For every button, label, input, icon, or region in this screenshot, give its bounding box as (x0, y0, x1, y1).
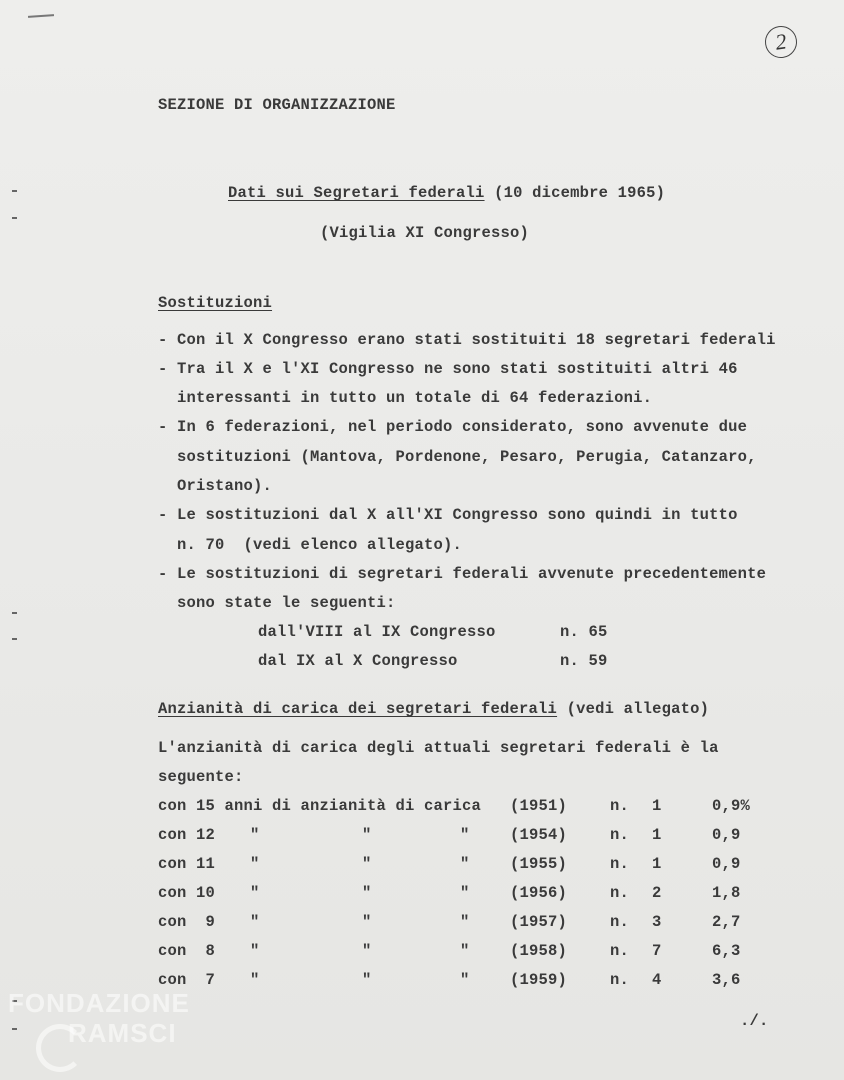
seniority-count: 7 (652, 942, 662, 960)
text-line: seguente: (158, 768, 244, 786)
previous-count: n. 65 (560, 623, 608, 641)
margin-mark (12, 638, 17, 640)
text-line: - Con il X Congresso erano stati sostituiti 18 segretari federali (158, 331, 776, 349)
document-subtitle: (Vigilia XI Congresso) (320, 224, 530, 242)
seniority-pct: 0,9% (712, 797, 751, 815)
seniority-year: (1959) (510, 971, 568, 989)
margin-mark (12, 612, 17, 614)
heading-anzianita (158, 700, 709, 718)
seniority-pct: 6,3 (712, 942, 741, 960)
previous-count: n. 59 (560, 652, 608, 670)
watermark-g-icon (36, 1024, 84, 1072)
text-line: n. 70 (vedi elenco allegato). (158, 536, 463, 554)
ditto-mark: " (362, 884, 372, 902)
section-header: SEZIONE DI ORGANIZZAZIONE (158, 96, 396, 114)
seniority-prefix: con 7 (158, 971, 216, 989)
ditto-mark: " (250, 942, 260, 960)
seniority-n: n. (610, 855, 630, 873)
seniority-prefix: con 10 (158, 884, 216, 902)
ditto-mark: " (250, 855, 260, 873)
seniority-count: 3 (652, 913, 662, 931)
text-line: interessanti in tutto un totale di 64 federazioni. (158, 389, 653, 407)
ditto-mark: " (362, 942, 372, 960)
watermark-line1: FONDAZIONE (8, 988, 190, 1018)
heading-sostituzioni: Sostituzioni (158, 294, 273, 312)
ditto-mark: " (460, 942, 470, 960)
seniority-pct: 1,8 (712, 884, 741, 902)
seniority-n: n. (610, 971, 630, 989)
seniority-year: (1956) (510, 884, 568, 902)
pencil-mark (28, 14, 54, 18)
heading-anzianita-note: (vedi allegato) (566, 700, 710, 718)
ditto-mark: " (460, 855, 470, 873)
ditto-mark: " (362, 826, 372, 844)
seniority-n: n. (610, 942, 630, 960)
seniority-year: (1957) (510, 913, 568, 931)
title-underlined: Dati sui Segretari federali (228, 184, 485, 202)
seniority-n: n. (610, 884, 630, 902)
text-line: sostituzioni (Mantova, Pordenone, Pesaro, Perugia, Catanzaro, (158, 448, 757, 466)
previous-label: dal IX al X Congresso (258, 652, 458, 670)
text-line: - Le sostituzioni dal X all'XI Congresso sono quindi in tutto (158, 506, 738, 524)
ditto-mark: " (460, 971, 470, 989)
previous-label: dall'VIII al IX Congresso (258, 623, 496, 641)
text-line: - Tra il X e l'XI Congresso ne sono stati sostituiti altri 46 (158, 360, 738, 378)
seniority-year: (1954) (510, 826, 568, 844)
ditto-mark: " (362, 913, 372, 931)
document-title (228, 184, 665, 202)
ditto-mark: " (250, 884, 260, 902)
text-line: L'anzianità di carica degli attuali segretari federali è la (158, 739, 719, 757)
ditto-mark: " (250, 913, 260, 931)
seniority-count: 1 (652, 797, 662, 815)
seniority-count: 1 (652, 826, 662, 844)
seniority-year: (1955) (510, 855, 568, 873)
seniority-n: n. (610, 826, 630, 844)
continuation-mark: ./. (740, 1012, 769, 1030)
seniority-count: 1 (652, 855, 662, 873)
seniority-pct: 3,6 (712, 971, 741, 989)
text-line: - In 6 federazioni, nel periodo considerato, sono avvenute due (158, 418, 748, 436)
ditto-mark: " (460, 884, 470, 902)
ditto-mark: " (460, 826, 470, 844)
seniority-pct: 0,9 (712, 826, 741, 844)
page-number: 2 (763, 24, 799, 60)
text-line: sono state le seguenti: (158, 594, 396, 612)
seniority-prefix: con 11 (158, 855, 216, 873)
seniority-n: n. (610, 913, 630, 931)
seniority-year: (1951) (510, 797, 568, 815)
margin-mark (12, 217, 17, 219)
seniority-prefix: con 12 (158, 826, 216, 844)
heading-anzianita-text: Anzianità di carica dei segretari federali (158, 700, 558, 718)
ditto-mark: " (460, 913, 470, 931)
seniority-pct: 0,9 (712, 855, 741, 873)
ditto-mark: " (250, 826, 260, 844)
seniority-count: 2 (652, 884, 662, 902)
text-line: Oristano). (158, 477, 273, 495)
text-line: - Le sostituzioni di segretari federali avvenute precedentemente (158, 565, 767, 583)
seniority-count: 4 (652, 971, 662, 989)
watermark-logo (8, 990, 190, 1046)
ditto-mark: " (362, 971, 372, 989)
seniority-year: (1958) (510, 942, 568, 960)
watermark-line2: RAMSCI (68, 1018, 177, 1048)
seniority-n: n. (610, 797, 630, 815)
ditto-mark: " (250, 971, 260, 989)
ditto-mark: " (362, 855, 372, 873)
seniority-prefix: con 9 (158, 913, 216, 931)
seniority-prefix: con 8 (158, 942, 216, 960)
margin-mark (12, 190, 17, 192)
seniority-pct: 2,7 (712, 913, 741, 931)
seniority-row-label: con 15 anni di anzianità di carica (158, 797, 482, 815)
title-date: (10 dicembre 1965) (494, 184, 666, 202)
